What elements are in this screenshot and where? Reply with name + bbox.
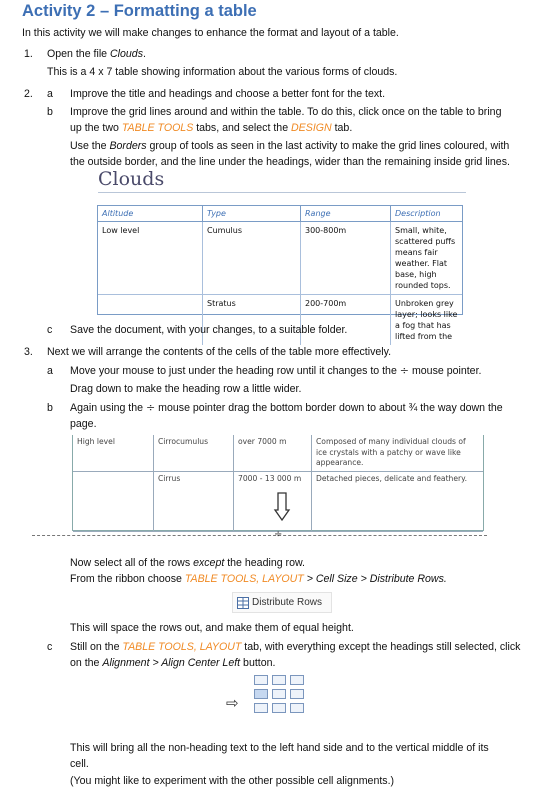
step-3c-line1 [70,639,520,655]
right-arrow-icon: ⇨ [226,695,239,712]
step-2a-label: a [47,88,53,100]
step-2c-text: Save the document, with your changes, to a suitable folder. [70,324,348,336]
select-rows-b: the heading row. [224,557,305,569]
step-1-text-end: . [143,48,146,60]
step-2b-line3-b: group of tools as seen in the last activity to make the grid lines coloured, with [146,140,510,152]
step-3a-line2: Drag down to make the heading row a little wider. [70,383,302,395]
table-cell: Low level [98,222,203,295]
align-center-button[interactable] [272,689,286,699]
table-cell: Cirrocumulus [154,435,234,471]
align-center-right-button[interactable] [290,689,304,699]
step-2b-label: b [47,106,53,118]
step-1-description: This is a 4 x 7 table showing information about the various forms of clouds. [47,66,398,78]
step-3a-line1-a: Move your mouse to just under the heading row until it changes to the [70,365,397,377]
alignment-ref: Alignment > Align Center Left [102,657,241,669]
layout-tab-ref: TABLE TOOLS, LAYOUT [184,573,304,585]
step-3-intro: Next we will arrange the contents of the cells of the table more effectively. [47,346,392,358]
align-center-left-button[interactable] [254,689,268,699]
ribbon-line [70,571,447,587]
space-text: This will space the rows out, and make them of equal height. [70,622,354,634]
align-top-center-button[interactable] [272,675,286,685]
step-3-number: 3. [24,346,33,358]
step-3b-label: b [47,402,53,414]
header-cell: Type [203,206,301,222]
select-rows-line [70,555,305,571]
borders-ref: Borders [109,140,147,152]
step-2b-line2-a: up the two [70,122,122,134]
design-tab-ref: DESIGN [291,122,332,134]
distribute-rows-icon [237,597,249,609]
title-underline [98,192,466,193]
table-row [73,435,483,471]
except-word: except [193,557,225,569]
table-cell: High level [73,435,154,471]
file-name: Clouds [110,48,143,60]
drag-down-arrow-icon [274,492,290,522]
step-1-text-a: Open the file [47,48,111,60]
distribute-rows-button[interactable] [232,592,332,613]
step-3a-label: a [47,365,53,377]
table-cell: Small, white, scattered puffs means fair weather. Flat base, high rounded tops. [391,222,463,295]
distribute-rows-label: Distribute Rows [252,597,323,608]
align-top-left-button[interactable] [254,675,268,685]
step-3c-line1-a: Still on the [70,641,123,653]
step-2-number: 2. [24,88,33,100]
step-2b-line4: the outside border, and the line under the headings, wider than the remaining inside grid lines. [70,156,510,168]
table-cell: Unbroken grey layer; looks like a fog that has lifted from the [391,295,463,346]
clouds-table-title: Clouds [98,168,165,190]
bring-text-line2: cell. [70,758,89,770]
step-2b-line2 [70,120,352,136]
step-2b-line2-b: tabs, and select the [193,122,292,134]
step-2b-line3-a: Use the [70,140,110,152]
table-cell: 200-700m [301,295,391,346]
step-2c-label: c [47,324,53,336]
table-cell [73,471,154,531]
table-cell: Stratus [203,295,301,346]
resize-pointer-icon: ÷ [146,401,156,414]
step-2b-line1: Improve the grid lines around and within the table. To do this, click once on the table to bring [70,106,502,118]
layout-tab-ref-2: TABLE TOOLS, LAYOUT [122,641,242,653]
alignment-buttons [254,675,304,713]
step-3c-line2-b: button. [240,657,276,669]
table-cell: Detached pieces, delicate and feathery. [312,471,484,531]
table-cell: Cumulus [203,222,301,295]
step-3c-line2 [70,655,275,671]
step-3c-line2-a: on the [70,657,103,669]
align-top-right-button[interactable] [290,675,304,685]
header-cell: Range [301,206,391,222]
step-3b-line1 [70,400,503,416]
select-rows-a: Now select all of the rows [70,557,194,569]
table-tools-ref: TABLE TOOLS [121,122,194,134]
intro-text: In this activity we will make changes to enhance the format and layout of a table. [22,27,399,39]
table-row [98,222,462,295]
resize-pointer-icon: ÷ [399,364,410,377]
step-3a-line1-b: mouse pointer. [411,365,482,377]
step-3b-line2: page. [70,418,97,430]
table-cell: 7000 - 13 000 m [234,471,312,531]
align-bottom-right-button[interactable] [290,703,304,713]
ribbon-line-a: From the ribbon choose [70,573,185,585]
activity-title: Activity 2 – Formatting a table [22,2,257,20]
step-3b-line1-b: mouse pointer drag the bottom border down to about ¾ the way down the [158,402,503,414]
step-3c-line1-b: tab, with everything except the headings still selected, click [241,641,521,653]
table-cell: 300-800m [301,222,391,295]
align-bottom-center-button[interactable] [272,703,286,713]
experiment-text: (You might like to experiment with the other possible cell alignments.) [70,775,395,787]
step-3c-label: c [47,641,53,653]
page-boundary-line [32,535,487,536]
resize-pointer-icon: ÷ [274,529,283,540]
step-3a-line1 [70,363,481,379]
clouds-header-row [98,206,462,222]
header-cell: Altitude [98,206,203,222]
step-1-text [47,46,146,62]
step-2b-line3 [70,138,509,154]
table-cell: over 7000 m [234,435,312,471]
step-2b-line2-c: tab. [331,122,353,134]
table-cell: Cirrus [154,471,234,531]
step-2a-text: Improve the title and headings and choose a better font for the text. [70,88,386,100]
table-cell: Composed of many individual clouds of ice crystals with a patchy or wave like appearance. [312,435,484,471]
bring-text-line1: This will bring all the non-heading text to the left hand side and to the vertical middle of its [70,742,489,754]
ribbon-line-b: > Cell Size > Distribute Rows. [303,573,447,585]
header-cell: Description [391,206,463,222]
step-3b-line1-a: Again using the [70,402,144,414]
step-1-number: 1. [24,48,33,60]
align-bottom-left-button[interactable] [254,703,268,713]
